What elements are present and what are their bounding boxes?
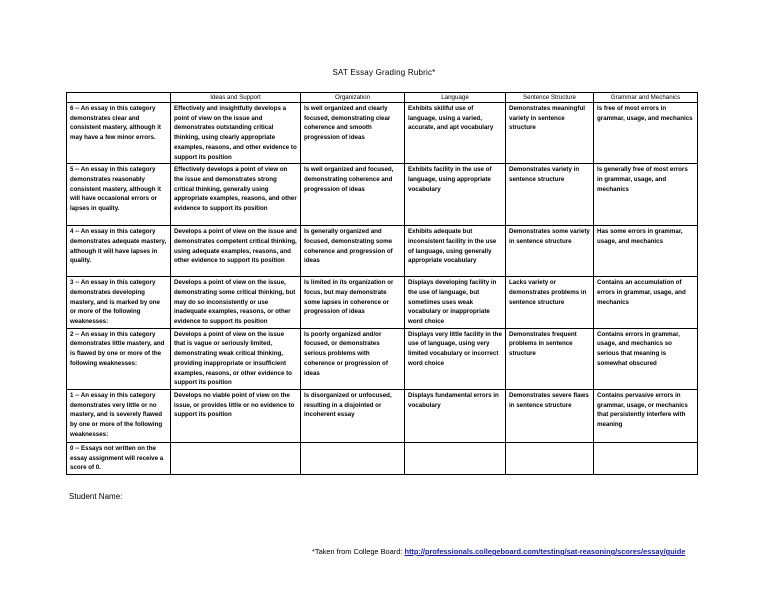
table-row	[67, 226, 698, 277]
score-cell: 0 -- Essays not written on the essay assignment will receive a score of 0.	[67, 442, 171, 474]
table-cell: Contains pervasive errors in grammar, usage, or mechanics that persistently interfere with meaning	[594, 389, 698, 442]
header-row	[67, 93, 698, 103]
table-cell: Demonstrates some variety in sentence structure	[506, 226, 594, 277]
table-row	[67, 103, 698, 164]
score-cell: 4 -- An essay in this category demonstrates adequate mastery, although it will have lapses in quality.	[67, 226, 171, 277]
table-row	[67, 328, 698, 389]
table-cell: Displays developing facility in the use of language, but sometimes uses weak vocabulary or inappropriate word choice	[405, 277, 506, 329]
score-cell: 5 -- An essay in this category demonstrates reasonably consistent mastery, although it will have occasional errors or lapses in quality.	[67, 164, 171, 226]
table-cell: Demonstrates frequent problems in sentence structure	[506, 328, 594, 389]
table-row	[67, 442, 698, 474]
table-cell: Is well organized and clearly focused, demonstrating clear coherence and smooth progression of ideas	[301, 103, 405, 164]
student-name-label: Student Name:	[69, 492, 123, 501]
table-cell: Is free of most errors in grammar, usage, and mechanics	[594, 103, 698, 164]
score-cell: 3 -- An essay in this category demonstrates developing mastery, and is marked by one or more of the following weaknesses:	[67, 277, 171, 329]
table-cell: Effectively and insightfully develops a point of view on the issue and demonstrates outstanding critical thinking, using clearly appropriate examples, reasons, and other evidence to support its position	[171, 103, 301, 164]
table-cell: Develops a point of view on the issue that is vague or seriously limited, demonstrating weak critical thinking, providing inappropriate or insufficient examples, reasons, or other evidence to support its position	[171, 328, 301, 389]
table-cell: Demonstrates meaningful variety in sentence structure	[506, 103, 594, 164]
source-link[interactable]: http://professionals.collegeboard.com/testing/sat-reasoning/scores/essay/guide	[404, 547, 686, 556]
score-cell: 6 -- An essay in this category demonstrates clear and consistent mastery, although it may have a few minor errors.	[67, 103, 171, 164]
table-cell: Has some errors in grammar, usage, and mechanics	[594, 226, 698, 277]
table-cell: Is generally organized and focused, demonstrating some coherence and progression of ideas	[301, 226, 405, 277]
table-cell: Develops a point of view on the issue, demonstrating some critical thinking, but may do so inconsistently or use inadequate examples, reasons, or other evidence to support its position	[171, 277, 301, 329]
rubric-table	[66, 92, 698, 475]
header-cell: Grammar and Mechanics	[594, 93, 698, 103]
table-cell: Lacks variety or demonstrates problems in sentence structure	[506, 277, 594, 329]
table-cell	[594, 442, 698, 474]
table-cell: Contains errors in grammar, usage, and mechanics so serious that meaning is somewhat obscured	[594, 328, 698, 389]
table-cell: Is well organized and focused, demonstrating coherence and progression of ideas	[301, 164, 405, 226]
score-cell: 1 -- An essay in this category demonstrates very little or no mastery, and is severely flawed by one or more of the following weaknesses:	[67, 389, 171, 442]
table-cell	[506, 442, 594, 474]
table-cell: Is disorganized or unfocused, resulting in a disjointed or incoherent essay	[301, 389, 405, 442]
table-cell	[171, 442, 301, 474]
table-cell: Demonstrates severe flaws in sentence structure	[506, 389, 594, 442]
header-cell: Ideas and Support	[171, 93, 301, 103]
table-cell: Is generally free of most errors in grammar, usage, and mechanics	[594, 164, 698, 226]
table-cell: Exhibits facility in the use of language, using appropriate vocabulary	[405, 164, 506, 226]
table-cell: Contains an accumulation of errors in grammar, usage, and mechanics	[594, 277, 698, 329]
table-row	[67, 389, 698, 442]
header-cell: Organization	[301, 93, 405, 103]
score-cell: 2 -- An essay in this category demonstrates little mastery, and is flawed by one or more of the following weaknesses:	[67, 328, 171, 389]
header-cell	[67, 93, 171, 103]
table-cell: Is limited in its organization or focus, but may demonstrate some lapses in coherence or progression of ideas	[301, 277, 405, 329]
table-cell: Exhibits skillful use of language, using a varied, accurate, and apt vocabulary	[405, 103, 506, 164]
table-cell	[405, 442, 506, 474]
table-cell: Demonstrates variety in sentence structure	[506, 164, 594, 226]
table-cell: Develops no viable point of view on the issue, or provides little or no evidence to support its position	[171, 389, 301, 442]
header-cell: Sentence Structure	[506, 93, 594, 103]
table-row	[67, 277, 698, 329]
footnote-prefix: *Taken from College Board:	[312, 547, 405, 556]
table-cell: Displays fundamental errors in vocabulary	[405, 389, 506, 442]
footnote	[312, 547, 685, 556]
table-cell: Is poorly organized and/or focused, or demonstrates serious problems with coherence or progression of ideas	[301, 328, 405, 389]
table-cell: Develops a point of view on the issue and demonstrates competent critical thinking, using adequate examples, reasons, and other evidence to support its position	[171, 226, 301, 277]
table-cell: Displays very little facility in the use of language, using very limited vocabulary or incorrect word choice	[405, 328, 506, 389]
table-row	[67, 164, 698, 226]
table-cell: Exhibits adequate but inconsistent facility in the use of language, using generally appropriate vocabulary	[405, 226, 506, 277]
document-title: SAT Essay Grading Rubric*	[332, 68, 436, 77]
table-cell: Effectively develops a point of view on the issue and demonstrates strong critical thinking, generally using appropriate examples, reasons, and other evidence to support its position	[171, 164, 301, 226]
header-cell: Language	[405, 93, 506, 103]
table-cell	[301, 442, 405, 474]
